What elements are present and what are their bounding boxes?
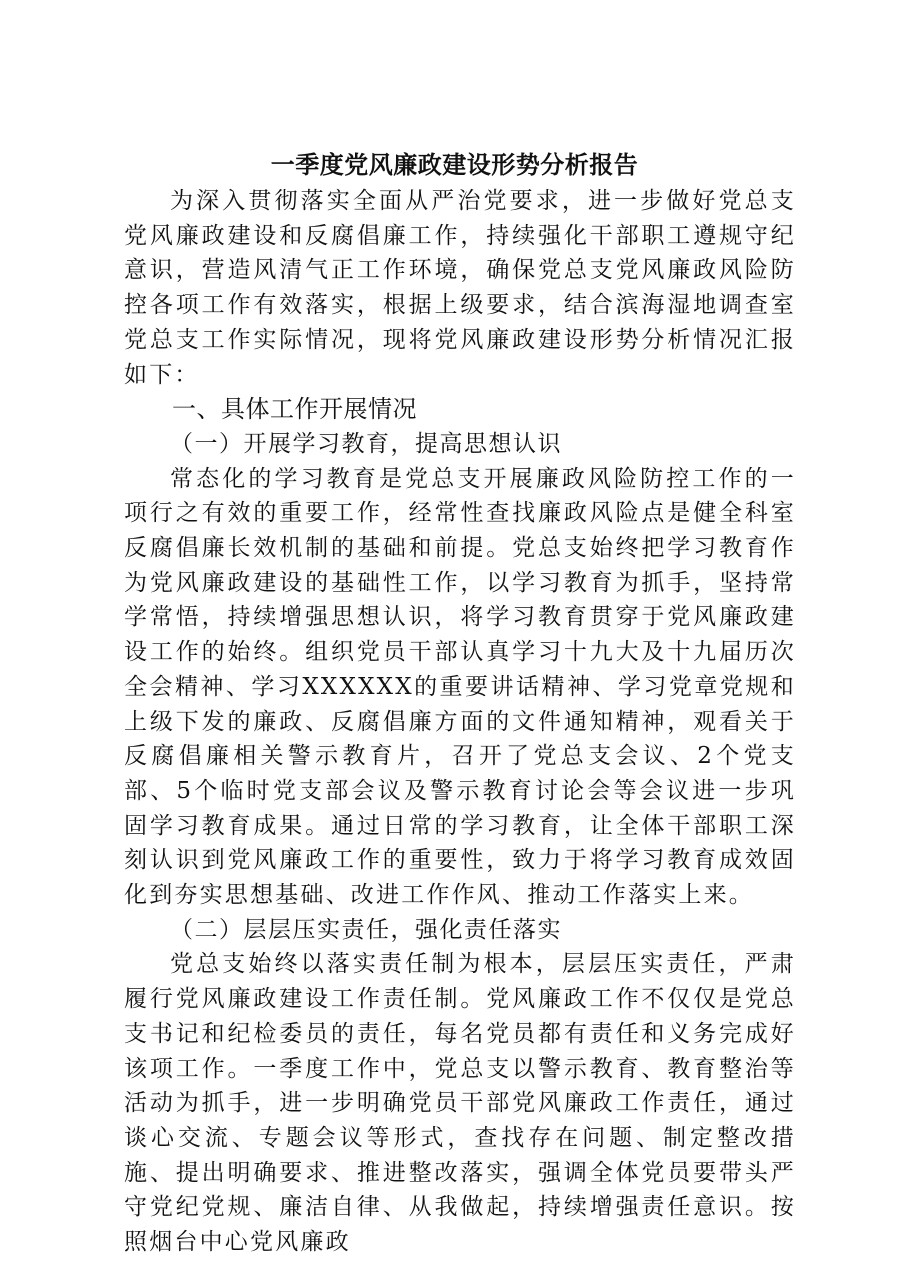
intro-paragraph: 为深入贯彻落实全面从严治党要求，进一步做好党总支党风廉政建设和反腐倡廉工作，持续强化干部职工遵规守纪意识，营造风清气正工作环境，确保党总支党风廉政风险防控各项工作有效落实，根据上级要求，结合滨海湿地调查室党总支工作实际情况，现将党风廉政建设形势分析情况汇报如下： <box>124 188 796 388</box>
subsection-heading-1: （一）开展学习教育，提高思想认识 <box>170 430 562 457</box>
section-heading-1: 一、具体工作开展情况 <box>172 395 417 424</box>
document-body <box>124 184 796 1260</box>
subsection-heading-2: （二）层层压实责任，强化责任落实 <box>170 916 562 943</box>
subsection-paragraph-2: 党总支始终以落实责任制为根本，层层压实责任，严肃履行党风廉政建设工作责任制。党风廉政工作不仅仅是党总支书记和纪检委员的责任，每名党员都有责任和义务完成好该项工作。一季度工作中，党总支以警示教育、教育整治等活动为抓手，进一步明确党员干部党风廉政工作责任，通过谈心交流、专题会议等形式，查找存在问题、制定整改措施、提出明确要求、推进整改落实，强调全体党员要带头严守党纪党规、廉洁自律、从我做起，持续增强责任意识。按照烟台中心党风廉政 <box>124 951 796 1256</box>
subsection-paragraph-1: 常态化的学习教育是党总支开展廉政风险防控工作的一项行之有效的重要工作，经常性查找廉政风险点是健全科室反腐倡廉长效机制的基础和前提。党总支始终把学习教育作为党风廉政建设的基础性工作，以学习教育为抓手，坚持常学常悟，持续增强思想认识，将学习教育贯穿于党风廉政建设工作的始终。组织党员干部认真学习十九大及十九届历次全会精神、学习XXXXXX的重要讲话精神、学习党章党规和上级下发的廉政、反腐倡廉方面的文件通知精神，观看关于反腐倡廉相关警示教育片，召开了党总支会议、2个党支部、5个临时党支部会议及警示教育讨论会等会议进一步巩固学习教育成果。通过日常的学习教育，让全体干部职工深刻认识到党风廉政工作的重要性，致力于将学习教育成效固化到夯实思想基础、改进工作作风、推动工作落实上来。 <box>124 465 796 909</box>
document-title: 一季度党风廉政建设形势分析报告 <box>270 150 639 179</box>
